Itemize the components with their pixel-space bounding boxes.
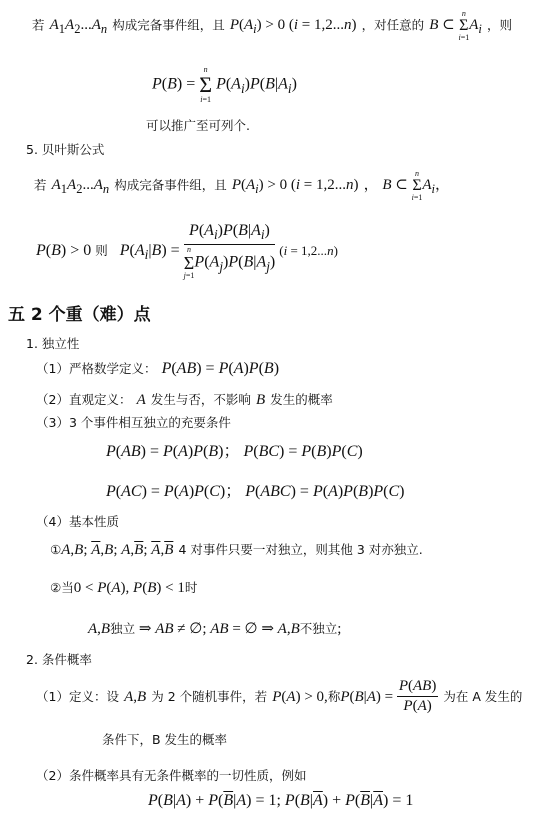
intro-text-2: ，对任意的 [361,17,425,33]
independence-def [36,358,279,378]
three-events-eq-1: P(AB) = P(A)P(B)； P(BC) = P(B)P(C) [106,443,363,460]
three-events-eq-2: P(AC) = P(A)P(C)； P(ABC) = P(A)P(B)P(C) [106,483,405,500]
bayes-pb-condition: P(B) > 0 [36,241,92,259]
prop-1-pairs: A,B; $\overline{A},B$; $A,\overline{B}$; $\overline{A},\overline{B}$ [61,542,174,558]
prop-2-formula: A,B独立 ⇒ AB ≠ ∅; AB = ∅ ⇒ A,B不独立; [88,621,342,637]
bayes-set: ， B ⊂ n Σ i=1 $A_i$， [363,169,451,202]
bayes-condition-line [34,170,450,202]
cond-def-text-3: 条件下，B 发生的概率 [102,732,228,747]
cond-def-fraction: $\frac{P(AB)}{P(A)}$ [398,678,437,714]
bayes-events: $A_1A_2...A_n$ [51,177,110,197]
intro-text-1: 构成完备事件组，且 [112,17,225,33]
prop-2-end: 时 [184,580,198,595]
intuitive-def: （2）直观定义： A 发生与否，不影响 B 发生的概率 [36,392,333,408]
prop-2 [50,577,197,597]
cond-def-label: （1）定义：设 [36,689,119,704]
strict-def-formula: P(AB) = P(A)P(B) [161,360,280,377]
prop-2-lead: ②当 [50,580,74,595]
conditional-def: （1）定义：设 A,B 为 2 个随机事件，若 P(A) > 0,称P(B|A) = $\frac{P(AB)}{P(A)}$ 为在 A 发生的 [36,678,523,714]
conditional-title: 2. 条件概率 [26,652,92,667]
basic-props-label: （4）基本性质 [36,514,119,529]
independence-title: 1. 独立性 [26,336,80,351]
intuitive-label: （2）直观定义： [36,392,132,407]
bayes-heading: 5. 贝叶斯公式 [26,142,105,157]
section-heading: 五 2 个重（难）点 [8,305,151,325]
prop-1-lead: ① [50,542,62,557]
cond-def-text-1: 为 2 个随机事件，若 [151,689,268,704]
total-prob-condition-line [32,10,512,42]
cond-def-text-2: 为在 A 发生的 [443,689,523,704]
bayes-fraction: $P(A_i)P(B|A_i)$ n Σ j=1 $P(A_j)P(B|A_j)$ [183,222,276,281]
intro-end: ，则 [486,17,512,33]
total-prob-formula: P(B) = n Σ i=1 $P(A_i)P(B|A_i)$ [152,65,297,104]
three-events-label: （3）3 个事件相互独立的充要条件 [36,415,231,430]
intuitive-text-1: 发生与否，不影响 [150,392,251,407]
strict-def-label: （1）严格数学定义： [36,361,157,376]
extend-note: 可以推广至可列个. [146,118,250,133]
intro-prefix: 若 [32,17,45,33]
intro-condition: $P(A_i) > 0$ (i = 1,2...n) [229,17,357,37]
intro-set: B ⊂ n Σ i=1 $A_i$ [429,9,482,42]
cond-def-call: 称 [327,689,341,704]
bayes-condition: $P(A_i) > 0$ (i = 1,2...n) [231,177,359,197]
bayes-prefix: 若 [34,177,47,193]
intuitive-text-2: 发生的概率 [270,392,333,407]
prop-2-cond: 0 < P(A), P(B) < 1 [73,580,185,596]
cond-prop-label: （2）条件概率具有无条件概率的一切性质，例如 [36,768,307,783]
prop-1 [50,539,423,559]
bayes-formula: P(B) > 0 则 $P(A_i|B)$ = $P(A_i)P(B|A_i)$ n Σ j=1 $P(A_j)P(B|A_j)$ (i = 1,2...n) [36,222,338,281]
bayes-text-1: 构成完备事件组，且 [114,177,227,193]
intro-events: $A_1A_2...A_n$ [49,17,108,37]
prop-1-text: 4 对事件只要一对独立，则其他 3 对亦独立. [178,542,423,557]
cond-prop-formula: $P(B|A) + P(\overline{B}|A) = 1$; $P(B|\overline{A}) + P(\overline{B}|\overline{A}) = 1$ [148,792,414,809]
